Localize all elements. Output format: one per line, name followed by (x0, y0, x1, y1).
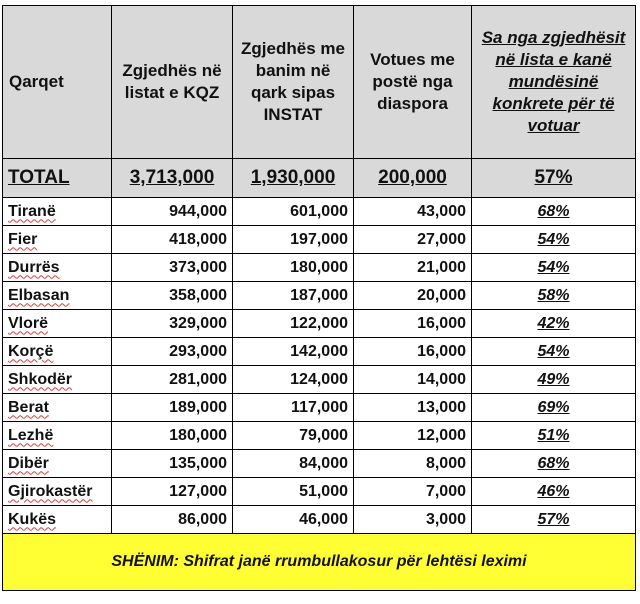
instat-value-text: 142,000 (290, 342, 348, 360)
table-row (3, 394, 636, 422)
table-row (3, 478, 636, 506)
share-value (472, 198, 636, 226)
region-name (3, 226, 112, 254)
region-name (3, 366, 112, 394)
kqz-value (112, 310, 233, 338)
kqz-value-text: 944,000 (169, 202, 227, 220)
kqz-value-text: 127,000 (169, 482, 227, 500)
kqz-value-text: 358,000 (169, 286, 227, 304)
instat-value (233, 394, 354, 422)
region-name-text: Tiranë (8, 202, 56, 220)
region-name (3, 478, 112, 506)
share-value-text: 69% (537, 398, 570, 416)
region-name-text: Korçë (8, 342, 54, 360)
note-text: Shifrat janë rrumbullakosur për lehtësi leximi (178, 553, 527, 570)
share-value (472, 254, 636, 282)
kqz-value-text: 373,000 (169, 258, 227, 276)
region-name-text: Dibër (8, 454, 49, 472)
share-value-text: 68% (537, 202, 570, 220)
table-row (3, 282, 636, 310)
instat-value-text: 180,000 (290, 258, 348, 276)
table-row (3, 226, 636, 254)
table-row (3, 310, 636, 338)
region-name-text: Elbasan (8, 286, 70, 304)
instat-value-text: 197,000 (290, 230, 348, 248)
kqz-value-text: 180,000 (169, 426, 227, 444)
instat-value (233, 254, 354, 282)
instat-value (233, 506, 354, 534)
region-name (3, 450, 112, 478)
region-name-text: Gjirokastër (8, 482, 93, 500)
diaspora-value (354, 422, 472, 450)
note-row (3, 534, 636, 591)
instat-value (233, 310, 354, 338)
diaspora-value-text: 3,000 (425, 510, 466, 528)
kqz-value (112, 478, 233, 506)
diaspora-value-text: 16,000 (417, 342, 466, 360)
diaspora-value (354, 506, 472, 534)
kqz-value-text: 281,000 (169, 370, 227, 388)
header-diaspora: Votues me postë nga diaspora (354, 6, 472, 159)
kqz-value-text: 135,000 (169, 454, 227, 472)
table-row (3, 254, 636, 282)
kqz-value (112, 226, 233, 254)
instat-value (233, 422, 354, 450)
diaspora-value (354, 198, 472, 226)
kqz-value (112, 450, 233, 478)
region-name (3, 394, 112, 422)
instat-value-text: 84,000 (299, 454, 348, 472)
table-row (3, 366, 636, 394)
voters-table (2, 5, 636, 591)
table-row (3, 338, 636, 366)
diaspora-value-text: 8,000 (425, 454, 466, 472)
region-name-text: Berat (8, 398, 49, 416)
region-name-text: Vlorë (8, 314, 49, 332)
diaspora-value-text: 7,000 (425, 482, 466, 500)
total-diaspora: 200,000 (354, 159, 472, 198)
region-name-text: Lezhë (8, 426, 54, 444)
share-value-text: 58% (537, 286, 570, 304)
kqz-value-text: 293,000 (169, 342, 227, 360)
instat-value-text: 51,000 (299, 482, 348, 500)
kqz-value-text: 329,000 (169, 314, 227, 332)
share-value (472, 422, 636, 450)
diaspora-value (354, 478, 472, 506)
total-share: 57% (472, 159, 636, 198)
diaspora-value (354, 338, 472, 366)
share-value (472, 478, 636, 506)
table-row (3, 198, 636, 226)
share-value (472, 506, 636, 534)
kqz-value-text: 189,000 (169, 398, 227, 416)
kqz-value (112, 198, 233, 226)
region-name (3, 422, 112, 450)
region-name (3, 506, 112, 534)
region-name-text: Durrës (8, 258, 60, 276)
diaspora-value-text: 16,000 (417, 314, 466, 332)
header-kqz: Zgjedhës në listat e KQZ (112, 6, 233, 159)
instat-value (233, 338, 354, 366)
instat-value (233, 450, 354, 478)
diaspora-value (354, 394, 472, 422)
share-value-text: 54% (537, 342, 570, 360)
total-label: TOTAL (3, 159, 112, 198)
share-value-text: 42% (537, 314, 570, 332)
total-instat: 1,930,000 (233, 159, 354, 198)
instat-value-text: 601,000 (290, 202, 348, 220)
diaspora-value (354, 254, 472, 282)
share-value (472, 310, 636, 338)
kqz-value (112, 506, 233, 534)
share-value-text: 46% (537, 482, 570, 500)
share-value-text: 68% (537, 454, 570, 472)
header-share: Sa nga zgjedhësit në lista e kanë mundësinë konkrete për të votuar (472, 6, 636, 159)
kqz-value (112, 366, 233, 394)
instat-value (233, 198, 354, 226)
diaspora-value-text: 14,000 (417, 370, 466, 388)
region-name (3, 310, 112, 338)
kqz-value (112, 254, 233, 282)
diaspora-value-text: 20,000 (417, 286, 466, 304)
region-name (3, 254, 112, 282)
instat-value (233, 366, 354, 394)
share-value (472, 338, 636, 366)
region-name-text: Kukës (8, 510, 57, 528)
instat-value (233, 282, 354, 310)
share-value (472, 366, 636, 394)
kqz-value (112, 422, 233, 450)
table-row (3, 506, 636, 534)
diaspora-value-text: 27,000 (417, 230, 466, 248)
diaspora-value (354, 366, 472, 394)
note-label: SHËNIM: (111, 553, 179, 570)
region-name (3, 338, 112, 366)
kqz-value (112, 394, 233, 422)
instat-value-text: 122,000 (290, 314, 348, 332)
region-name (3, 282, 112, 310)
instat-value-text: 117,000 (291, 398, 348, 416)
instat-value-text: 187,000 (290, 286, 348, 304)
kqz-value (112, 338, 233, 366)
total-kqz: 3,713,000 (112, 159, 233, 198)
region-name-text: Shkodër (8, 370, 73, 388)
diaspora-value (354, 282, 472, 310)
diaspora-value-text: 12,000 (417, 426, 466, 444)
diaspora-value (354, 310, 472, 338)
share-value (472, 282, 636, 310)
share-value-text: 54% (537, 258, 570, 276)
region-name (3, 198, 112, 226)
kqz-value-text: 86,000 (178, 510, 227, 528)
table-row (3, 422, 636, 450)
diaspora-value (354, 226, 472, 254)
instat-value-text: 79,000 (299, 426, 348, 444)
share-value-text: 57% (537, 510, 570, 528)
share-value (472, 394, 636, 422)
kqz-value (112, 282, 233, 310)
diaspora-value-text: 21,000 (417, 258, 466, 276)
share-value-text: 54% (537, 230, 570, 248)
instat-value-text: 46,000 (299, 510, 348, 528)
diaspora-value (354, 450, 472, 478)
diaspora-value-text: 13,000 (417, 398, 466, 416)
header-qarku: Qarqet (3, 6, 112, 159)
share-value (472, 450, 636, 478)
share-value (472, 226, 636, 254)
note-cell (3, 534, 636, 591)
instat-value (233, 478, 354, 506)
share-value-text: 49% (537, 370, 570, 388)
header-row (3, 6, 636, 159)
instat-value (233, 226, 354, 254)
header-instat: Zgjedhës me banim në qark sipas INSTAT (233, 6, 354, 159)
total-row (3, 159, 636, 198)
region-name-text: Fier (8, 230, 38, 248)
instat-value-text: 124,000 (290, 370, 348, 388)
share-value-text: 51% (537, 426, 570, 444)
diaspora-value-text: 43,000 (417, 202, 466, 220)
table-row (3, 450, 636, 478)
kqz-value-text: 418,000 (169, 230, 227, 248)
